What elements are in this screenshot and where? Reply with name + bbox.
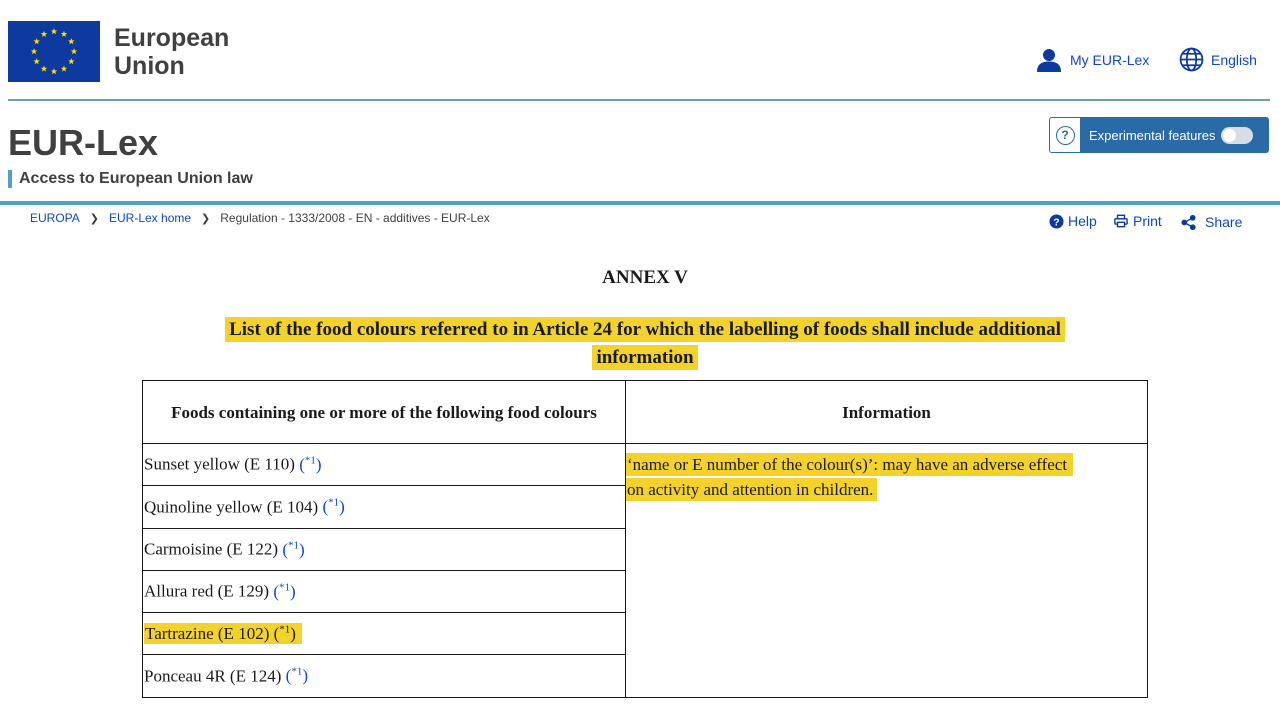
food-colour-name: Allura red (E 129) [144,581,270,601]
toggle-switch[interactable] [1221,127,1253,144]
breadcrumb-current: Regulation - 1333/2008 - EN - additives - EUR-Lex [220,211,490,225]
star-icon [61,31,67,37]
question-icon: ? [1056,126,1075,145]
food-colour-name: Sunset yellow (E 110) [144,454,295,474]
food-colours-table [142,380,1148,698]
my-eurlex-label: My EUR-Lex [1070,52,1150,68]
language-label: English [1211,51,1257,68]
breadcrumb [30,211,490,225]
star-icon [33,38,39,44]
star-icon [51,28,57,34]
food-colour-name: Carmoisine (E 122) [144,539,279,559]
org-line2: Union [114,52,185,80]
share-label: Share [1205,214,1243,230]
svg-text:?: ? [1053,216,1060,228]
annex-title-line1: List of the food colours referred to in Article 24 for which the labelling of foods shall include additional [225,317,1065,342]
print-button[interactable] [1114,213,1162,229]
footnote-link[interactable]: ($^{*1}$) [299,454,322,474]
site-subtitle: Access to European Union law [8,170,253,188]
help-icon [1049,214,1064,229]
annex-title-line2: information [592,345,697,370]
chevron-right-icon: ❯ [89,212,100,225]
food-colour-cell [143,655,626,697]
user-icon [1036,47,1062,73]
footnote-link[interactable]: ($^{*1}$) [282,538,305,559]
information-cell [626,444,1148,698]
breadcrumb-europa[interactable]: EUROPA [30,211,80,225]
food-colour-cell [143,528,626,570]
print-label: Print [1133,213,1162,229]
table-row [143,444,1148,486]
globe-icon [1179,47,1204,72]
org-line1: European [114,24,230,52]
star-icon [51,68,57,74]
experimental-help-button[interactable] [1050,118,1080,152]
experimental-features-label: Experimental features [1089,127,1216,143]
star-icon [33,58,39,64]
chevron-right-icon: ❯ [201,212,211,225]
footnote-link[interactable]: ($^{*1}$) [322,496,345,517]
food-colour-cell [143,486,626,528]
footnote-link[interactable]: ($^{*1}$) [273,581,296,601]
language-selector[interactable] [1179,47,1257,72]
food-colour-name: Tartrazine (E 102) [145,624,270,644]
help-label: Help [1068,213,1097,229]
information-line1: ‘name or E number of the colour(s)’: may have an adverse effect [626,453,1073,476]
breadcrumb-eurlex-home[interactable]: EUR-Lex home [109,211,192,225]
annex-heading: ANNEX V [602,267,688,288]
table-header-row [143,381,1148,444]
share-button[interactable] [1181,214,1242,230]
food-colour-cell [143,613,626,655]
experimental-features-toggle[interactable] [1049,117,1269,153]
column-header-foods: Foods containing one or more of the following food colours [143,381,626,444]
star-icon [61,65,67,71]
eu-stars-icon [8,21,100,82]
header-divider [8,99,1270,101]
highlighted-food-colour [144,623,302,644]
food-colour-cell [143,570,626,612]
star-icon [31,48,37,54]
my-eurlex-link[interactable] [1036,47,1149,73]
eu-flag-logo[interactable] [8,21,100,82]
column-header-information: Information [626,381,1148,444]
star-icon [68,38,74,44]
food-colour-name: Quinoline yellow (E 104) [144,497,319,517]
site-title[interactable]: EUR-Lex [8,122,159,163]
european-union-logo-text[interactable] [114,24,229,80]
footnote-link[interactable]: ($^{*1}$) [273,623,296,644]
accent-bar [0,201,1280,205]
star-icon [71,48,77,54]
share-icon [1181,215,1196,230]
food-colour-cell [143,444,626,486]
annex-title [160,316,1130,372]
star-icon [68,58,74,64]
printer-icon [1114,214,1128,228]
star-icon [41,65,47,71]
information-line2: on activity and attention in children. [626,478,877,501]
footnote-link[interactable]: ($^{*1}$) [285,665,308,686]
help-button[interactable] [1049,213,1097,229]
star-icon [41,31,47,37]
food-colour-name: Ponceau 4R (E 124) [144,666,282,686]
